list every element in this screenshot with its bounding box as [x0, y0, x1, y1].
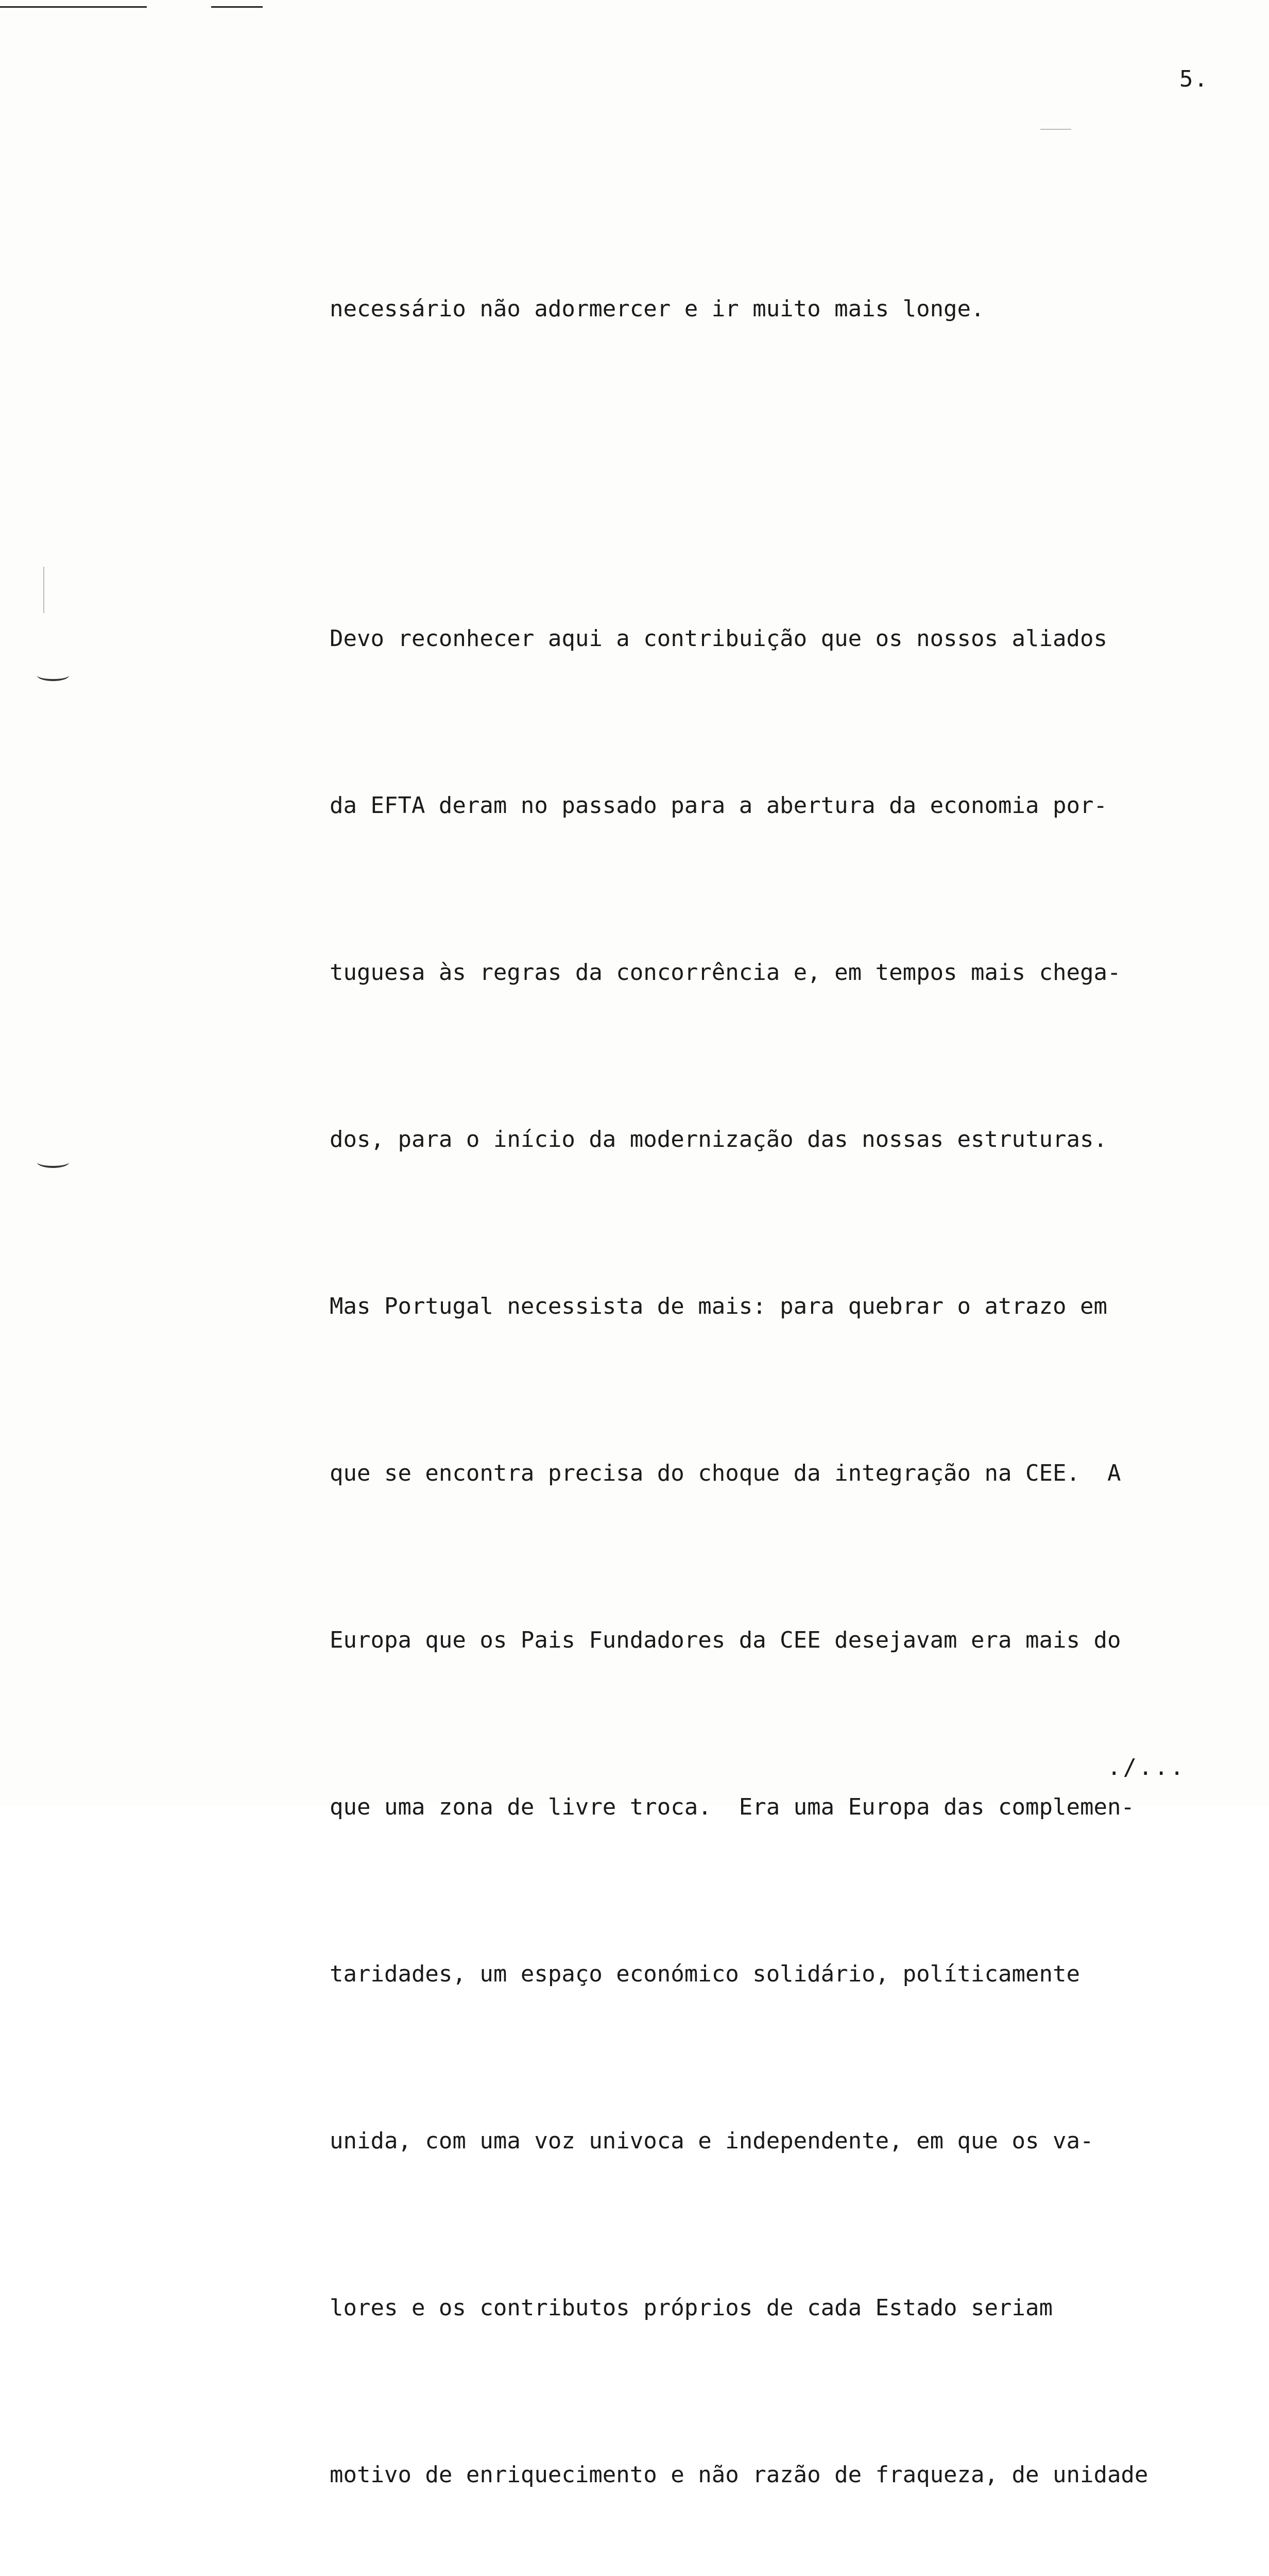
text-line: motivo de enriquecimento e não razão de fraqueza, de unidade: [330, 2462, 1148, 2488]
paragraph-gap: [330, 448, 1257, 500]
text-line: Mas Portugal necessista de mais: para quebrar o atrazo em: [330, 1293, 1107, 1319]
text-line: da EFTA deram no passado para a abertura da economia por-: [330, 792, 1107, 819]
top-rule-right: [211, 6, 263, 8]
continuation-mark: ./...: [1107, 1754, 1186, 1781]
text-line: taridades, um espaço económico solidário, políticamente: [330, 1961, 1080, 1987]
text-line: Europa que os Pais Fundadores da CEE desejavam era mais do: [330, 1627, 1121, 1653]
text-line: necessário não adormercer e ir muito mais longe.: [330, 296, 985, 322]
text-line: que se encontra precisa do choque da integração na CEE. A: [330, 1460, 1121, 1486]
margin-mark: [37, 670, 69, 681]
body-text: [330, 170, 1257, 2576]
text-line: Devo reconhecer aqui a contribuição que os nossos aliados: [330, 625, 1107, 652]
margin-mark: [37, 1157, 69, 1168]
scan-artifact: [1040, 129, 1071, 130]
text-line: tuguesa às regras da concorrência e, em tempos mais chega-: [330, 959, 1121, 986]
top-rule-left: [0, 6, 147, 8]
text-line: que uma zona de livre troca. Era uma Europa das complemen-: [330, 1794, 1135, 1820]
text-line: lores e os contributos próprios de cada Estado seriam: [330, 2295, 1053, 2321]
page-number: 5.: [1179, 66, 1209, 92]
scan-artifact: [43, 567, 44, 613]
text-line: dos, para o início da modernização das nossas estruturas.: [330, 1126, 1107, 1153]
text-line: unida, com uma voz univoca e independente, em que os va-: [330, 2128, 1094, 2154]
